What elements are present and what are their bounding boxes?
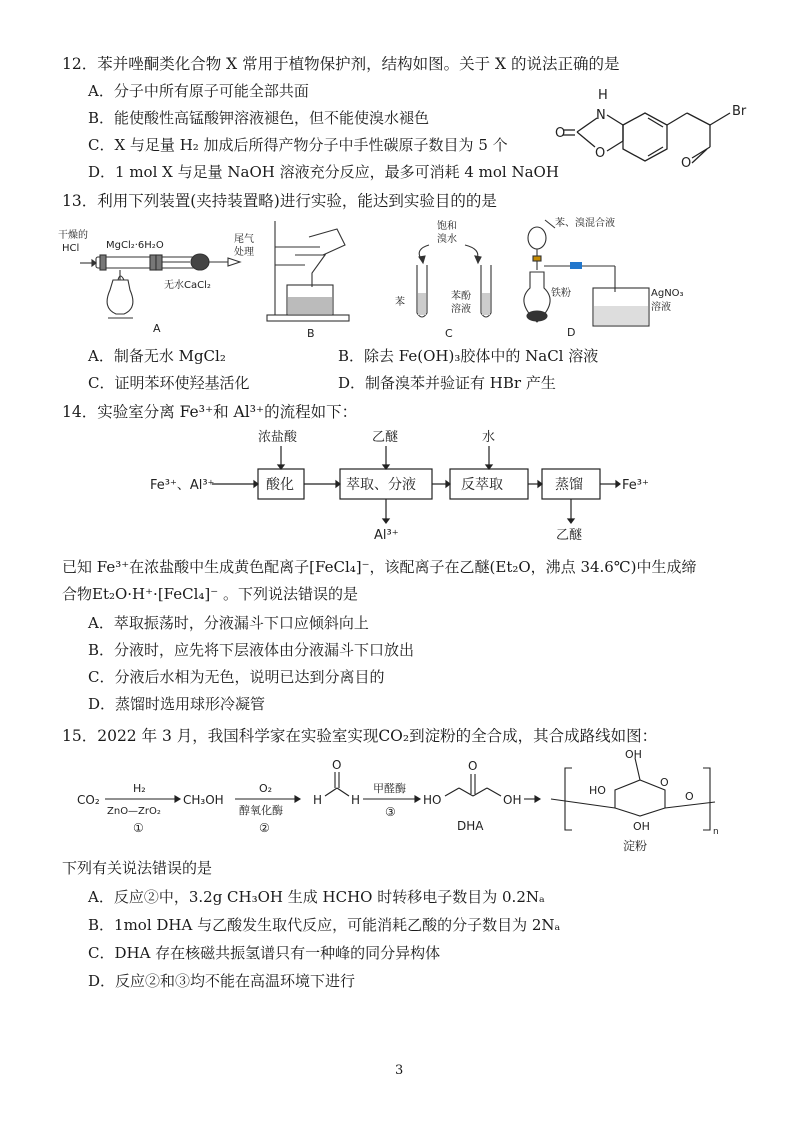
flow-step-distill: 蒸馏 [555,477,583,493]
apparatus-a-drier: 无水CaCl₂ [164,280,211,291]
q14-known-2: 合物Et₂O·H⁺·[FeCl₄]⁻ 。下列说法错误的是 [62,585,358,603]
q12-stem: 12．苯并唑酮类化合物 X 常用于植物保护剂，结构如图。关于 X 的说法正确的是 [62,55,620,73]
apparatus-a-reagent: MgCl₂·6H₂O [106,240,164,251]
route-starch-o1: O [660,776,669,789]
apparatus-c-right1: 苯酚 [451,291,471,302]
apparatus-a-tail2: 处理 [234,247,254,258]
apparatus-b [265,215,360,340]
q12-option-d: D．1 mol X 与足量 NaOH 溶液充分反应，最多可消耗 4 mol NaOH [88,163,559,181]
route-starch-n: n [713,827,719,837]
structure-o-carbonyl: O [555,126,566,141]
structure-n: N [596,108,606,123]
route-h2: H₂ [133,782,146,795]
q12-option-a: A．分子中所有原子可能全部共面 [88,82,309,100]
route-starch-o2: O [685,790,694,803]
q15-option-a: A．反应②中，3.2g CH₃OH 生成 HCHO 时转移电子数目为 0.2Nₐ [88,888,545,906]
q15-option-b: B．1mol DHA 与乙酸发生取代反应，可能消耗乙酸的分子数目为 2Nₐ [88,916,561,934]
structure-br: Br [732,104,747,119]
flow-input: Fe³⁺、Al³⁺ [150,478,215,493]
route-starch-oh3: OH [633,820,650,833]
flow-output: Fe³⁺ [622,478,649,493]
q13-option-d: D．制备溴苯并验证有 HBr 产生 [338,374,556,392]
route-dha-label: DHA [457,819,484,833]
q12-option-b: B．能使酸性高锰酸钾溶液褪色，但不能使溴水褪色 [88,109,430,127]
apparatus-c-letter: C [445,327,453,340]
q15-stem: 15．2022 年 3 月，我国科学家在实验室实现CO₂到淀粉的全合成，其合成路线如图： [62,727,658,745]
apparatus-d-top: 苯、溴混合液 [555,218,615,229]
apparatus-d-sol: 溶液 [651,302,671,313]
apparatus-a-gas2: HCl [62,243,80,254]
flow-reagent-hcl: 浓盐酸 [258,430,298,445]
q14-flowchart [150,424,670,549]
flow-step-extract: 萃取、分液 [346,477,416,493]
route-co2: CO₂ [77,793,100,807]
apparatus-d-letter: D [567,326,576,339]
route-starch-oh1: OH [625,750,642,761]
apparatus-c-right2: 溶液 [451,304,471,315]
q15-route [75,750,735,860]
structure-o-ring: O [595,146,606,161]
route-dha-o: O [468,759,478,773]
route-enzyme: 醇氧化酶 [239,804,283,817]
q14-known-1: 已知 Fe³⁺在浓盐酸中生成黄色配离子[FeCl₄]⁻，该配离子在乙醚(Et₂O，沸点 34.6℃)中生成缔 [62,558,697,576]
route-hcho-h-right: H [351,793,361,807]
q14-option-b: B．分液时，应先将下层液体由分液漏斗下口放出 [88,641,415,659]
flow-out-ether: 乙醚 [556,528,583,543]
q13-option-a: A．制备无水 MgCl₂ [88,347,226,365]
apparatus-a [58,218,263,336]
apparatus-a-gas1: 干燥的 [58,230,88,241]
route-dha-oh: OH [503,793,522,807]
flow-step-backextract: 反萃取 [461,477,503,493]
apparatus-c-top1: 饱和 [437,221,457,232]
apparatus-c [385,213,515,341]
q12-structure-x [555,85,770,180]
structure-o-ald: O [681,156,692,171]
flow-step-acidify: 酸化 [266,477,294,493]
structure-h: H [598,88,608,103]
apparatus-c-top2: 溴水 [437,234,457,245]
q14-option-a: A．萃取振荡时，分液漏斗下口应倾斜向上 [88,614,369,632]
flow-reagent-ether: 乙醚 [372,430,399,445]
apparatus-d-iron: 铁粉 [551,288,571,299]
apparatus-d [515,210,700,340]
q15-subhead: 下列有关说法错误的是 [62,859,213,877]
q15-option-c: C．DHA 存在核磁共振氢谱只有一种峰的同分异构体 [88,944,441,962]
route-starch-label: 淀粉 [623,839,648,853]
q13-stem: 13．利用下列装置(夹持装置略)进行实验，能达到实验目的的是 [62,192,497,210]
route-n1: ① [133,821,144,835]
route-n2: ② [259,821,270,835]
apparatus-b-letter: B [307,327,315,340]
route-formyl: 甲醛酶 [373,782,406,795]
q13-option-b: B．除去 Fe(OH)₃胶体中的 NaCl 溶液 [338,347,599,365]
page-number: 3 [395,1063,404,1078]
route-starch-oh2: HO [589,784,606,797]
q14-option-c: C．分液后水相为无色，说明已达到分离目的 [88,668,385,686]
apparatus-d-agno3: AgNO₃ [651,288,684,299]
route-dha-ho: HO [423,793,442,807]
route-hcho-h-left: H [313,793,323,807]
route-hcho-o: O [332,758,342,772]
q12-option-c: C．X 与足量 H₂ 加成后所得产物分子中手性碳原子数目为 5 个 [88,136,508,154]
q13-option-c: C．证明苯环使羟基活化 [88,374,250,392]
apparatus-a-letter: A [153,322,161,335]
route-ch3oh: CH₃OH [183,793,224,807]
flow-reagent-water: 水 [482,430,496,445]
route-cat1: ZnO—ZrO₂ [107,806,161,817]
route-n3: ③ [385,805,396,819]
q14-stem: 14．实验室分离 Fe³⁺和 Al³⁺的流程如下： [62,403,358,421]
apparatus-a-tail1: 尾气 [234,234,254,245]
route-o2: O₂ [259,782,273,795]
apparatus-c-left: 苯 [395,297,405,308]
q15-option-d: D．反应②和③均不能在高温环境下进行 [88,972,356,990]
q14-option-d: D．蒸馏时选用球形冷凝管 [88,695,266,713]
flow-out-al: Al³⁺ [374,528,399,543]
